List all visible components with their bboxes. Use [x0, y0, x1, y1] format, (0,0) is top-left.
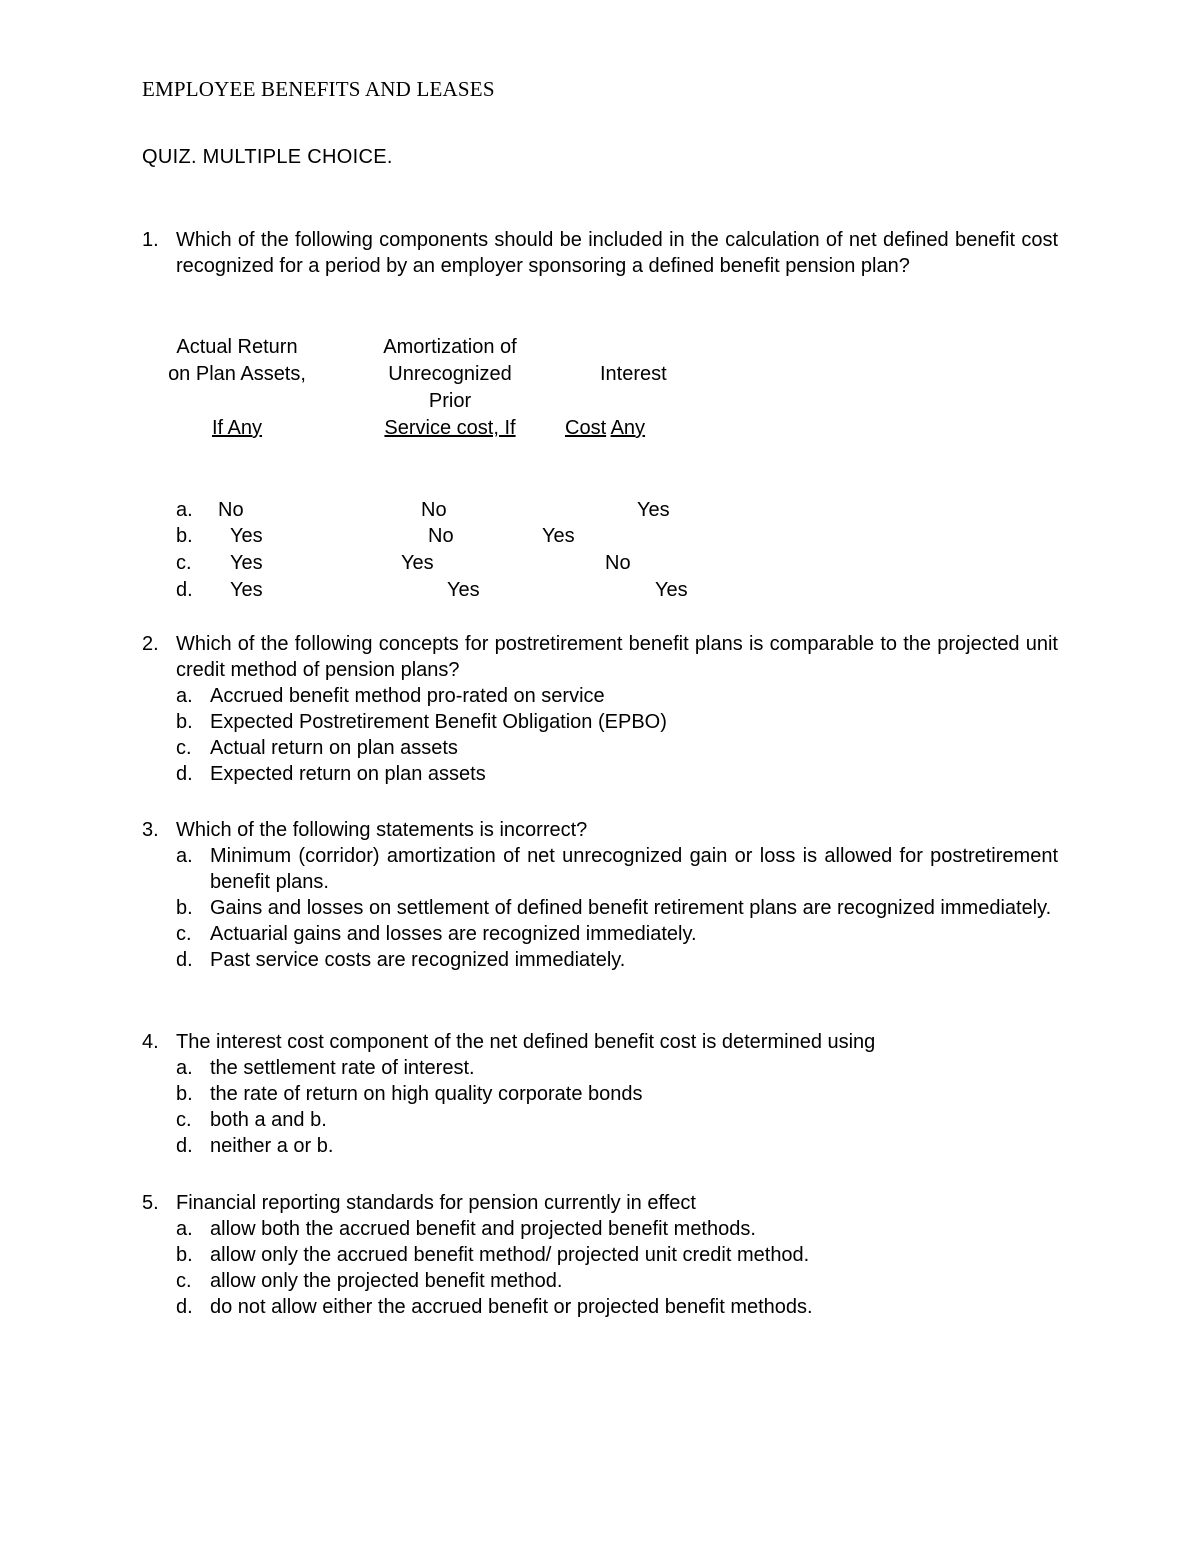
- document-title: EMPLOYEE BENEFITS AND LEASES: [142, 77, 495, 101]
- column-header-actual-return: Actual Return on Plan Assets, If Any: [168, 336, 306, 439]
- question-3: [142, 817, 1058, 973]
- column-header-amortization: Amortization of Unrecognized Prior Service cost, If: [383, 336, 517, 439]
- question-2: [142, 631, 1058, 787]
- question-5: [142, 1190, 1058, 1320]
- option-item: c. both a and b.: [176, 1109, 327, 1131]
- question-text: The interest cost component of the net defined benefit cost is determined using: [176, 1031, 876, 1053]
- question-number: 2.: [142, 633, 159, 655]
- question-text: Financial reporting standards for pension currently in effect: [176, 1192, 696, 1214]
- question-text: Which of the following statements is incorrect?: [176, 819, 588, 841]
- option-item: a. the settlement rate of interest.: [176, 1057, 475, 1079]
- question-number: 5.: [142, 1192, 159, 1214]
- option-item: b. Expected Postretirement Benefit Obligation (EPBO): [176, 711, 667, 733]
- option-item: d. do not allow either the accrued benefit or projected benefit methods.: [176, 1296, 813, 1318]
- question-4: [142, 1029, 1058, 1159]
- option-item: a. Accrued benefit method pro-rated on service: [176, 685, 605, 707]
- option-item: c. allow only the projected benefit method.: [176, 1270, 563, 1292]
- option-item: b. allow only the accrued benefit method/ projected unit credit method.: [176, 1244, 810, 1266]
- question-number: 4.: [142, 1031, 159, 1053]
- option-item: b. Gains and losses on settlement of defined benefit retirement plans are recognized immediately.: [176, 897, 1052, 919]
- question-number: 3.: [142, 819, 159, 841]
- option-item: a. allow both the accrued benefit and projected benefit methods.: [176, 1218, 756, 1240]
- option-item: d. Past service costs are recognized immediately.: [176, 949, 626, 971]
- option-item: b. the rate of return on high quality corporate bonds: [176, 1083, 643, 1105]
- question-text: Which of the following concepts for postretirement benefit plans is comparable to the projected unit credit method of pension plans?: [176, 633, 1058, 681]
- option-item: c. Actuarial gains and losses are recognized immediately.: [176, 923, 697, 945]
- option-item: a. Minimum (corridor) amortization of net unrecognized gain or loss is allowed for postretirement benefit plans.: [176, 845, 1058, 893]
- question-text: Which of the following components should be included in the calculation of net defined benefit cost recognized for a period by an employer sponsoring a defined benefit pension plan?: [176, 229, 1058, 277]
- option-item: d. neither a or b.: [176, 1135, 334, 1157]
- document-page: EMPLOYEE BENEFITS AND LEASES QUIZ. MULTIPLE CHOICE. 1. Which of the following components should be included in the calculation of net defined benefit cost recognized for a period by an employer sponsoring a defined benefit pension plan? Actual Return on Plan Assets, If Any Amortization of Unrecognized Prior Service cost, If Interest Cost Any a. No No Yes b. Yes No Yes c. Yes Yes No d. Yes Yes Yes 2. Which of the following concepts for postretirement benefit plans is comparable to the projected unit credit method of pension plans? a. Accrued benefit method pro-rated on service b. Expected Postretirement Benefit Obligation (EPBO) c. Actual return on plan assets d. Expected return on plan assets 3. Which of the following statements is incorrect? a. Minimum (corridor) amortization of net unrecognized gain or loss is allowed for postretirement benefit plans. b. Gains and losses on settlement of defined benefit retirement plans are recognized immediately. c. Actuarial gains and losses are recognized immediately. d. Past service costs are recognized immediately. 4. The interest cost component of the net defined benefit cost is determined using a. the settlement rate of interest. b. the rate of return on high quality corporate bonds c. both a and b. d. neither a or b. 5. Financial reporting standards for pension currently in effect a. allow both the accrued benefit and projected benefit methods. b. allow only the accrued benefit method/ projected unit credit method. c. allow only the projected benefit method. d. do not allow either the accrued benefit or projected benefit methods.: [142, 77, 1058, 1318]
- question-number: 1.: [142, 229, 159, 251]
- quiz-subtitle: QUIZ. MULTIPLE CHOICE.: [142, 146, 393, 168]
- column-header-interest: Interest Cost Any: [565, 363, 667, 439]
- question-1: [142, 227, 1058, 279]
- option-item: c. Actual return on plan assets: [176, 737, 458, 759]
- option-item: d. Expected return on plan assets: [176, 763, 486, 785]
